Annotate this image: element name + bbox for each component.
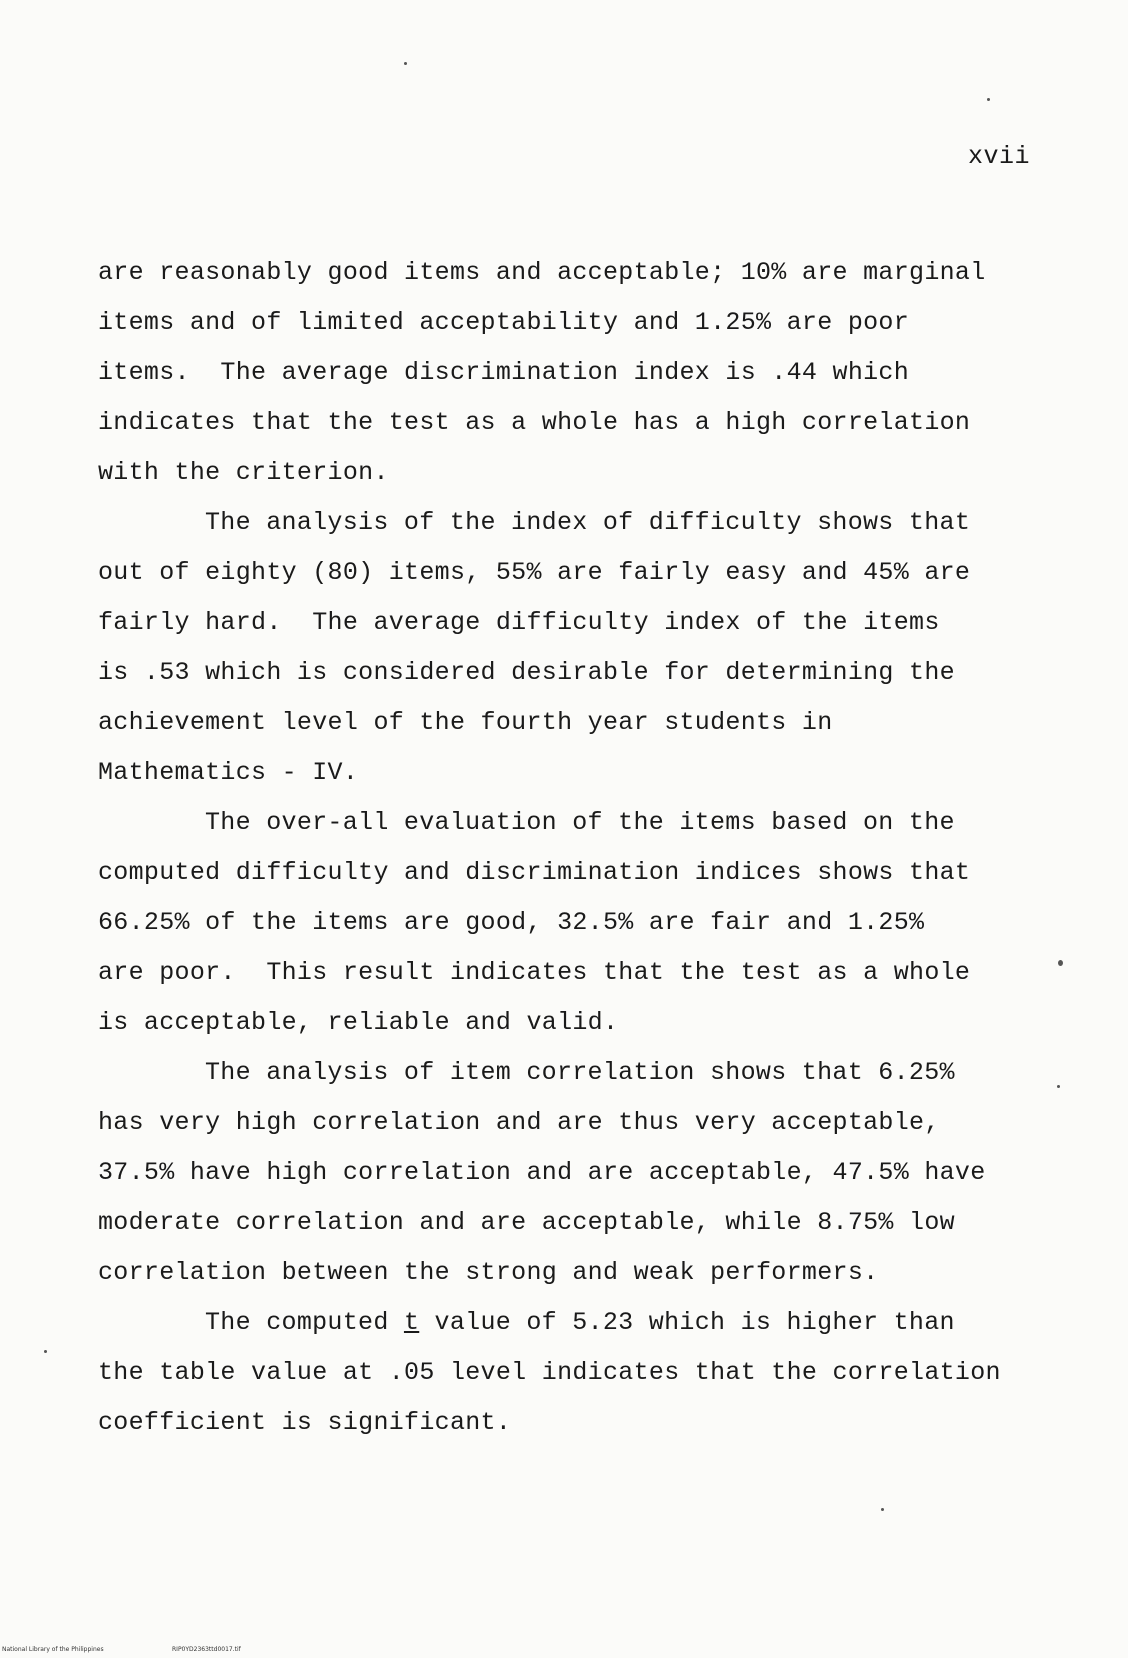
text-line: fairly hard. The average difficulty index of the items — [98, 608, 940, 637]
scan-speck — [881, 1508, 884, 1511]
scan-speck — [1058, 960, 1063, 966]
text-line: indicates that the test as a whole has a high correlation — [98, 408, 971, 437]
text-line: are poor. This result indicates that the test as a whole — [98, 958, 971, 987]
text-segment: The computed — [205, 1308, 404, 1337]
text-line: with the criterion. — [98, 458, 389, 487]
footer-file-id: RIP0YD2363ttd0017.tif — [172, 1646, 241, 1653]
paragraph-start-line — [98, 1298, 1018, 1348]
footer-library-stamp: National Library of the Philippines — [2, 1646, 104, 1653]
text-segment: value of 5.23 which is higher than — [419, 1308, 955, 1337]
scan-speck — [1057, 1085, 1060, 1088]
scan-speck — [987, 98, 990, 101]
text-line: achievement level of the fourth year students in — [98, 708, 833, 737]
underlined-t-symbol: t — [403, 1308, 420, 1337]
paragraph-start-line: The analysis of the index of difficulty shows that — [205, 508, 971, 537]
text-line: correlation between the strong and weak performers. — [98, 1258, 879, 1287]
paragraph-start-line: The over-all evaluation of the items based on the — [205, 808, 955, 837]
text-line: items and of limited acceptability and 1.25% are poor — [98, 308, 910, 337]
text-line: items. The average discrimination index is .44 which — [98, 358, 910, 387]
scan-speck — [404, 62, 407, 65]
text-line: has very high correlation and are thus very acceptable, — [98, 1108, 940, 1137]
text-line: are reasonably good items and acceptable; 10% are marginal — [98, 258, 986, 287]
text-line: 37.5% have high correlation and are acceptable, 47.5% have — [98, 1158, 986, 1187]
scan-speck — [44, 1350, 47, 1353]
text-line: coefficient is significant. — [98, 1408, 512, 1437]
page-number: xvii — [968, 142, 1031, 171]
document-body — [98, 248, 1018, 1448]
text-line: the table value at .05 level indicates that the correlation — [98, 1358, 1001, 1387]
text-line: moderate correlation and are acceptable, while 8.75% low — [98, 1208, 955, 1237]
text-line: is acceptable, reliable and valid. — [98, 1008, 619, 1037]
text-line: computed difficulty and discrimination indices shows that — [98, 858, 971, 887]
text-line: is .53 which is considered desirable for determining the — [98, 658, 955, 687]
paragraph-start-line: The analysis of item correlation shows that 6.25% — [205, 1058, 955, 1087]
text-line: out of eighty (80) items, 55% are fairly easy and 45% are — [98, 558, 971, 587]
text-line: 66.25% of the items are good, 32.5% are fair and 1.25% — [98, 908, 925, 937]
text-line: Mathematics - IV. — [98, 758, 359, 787]
